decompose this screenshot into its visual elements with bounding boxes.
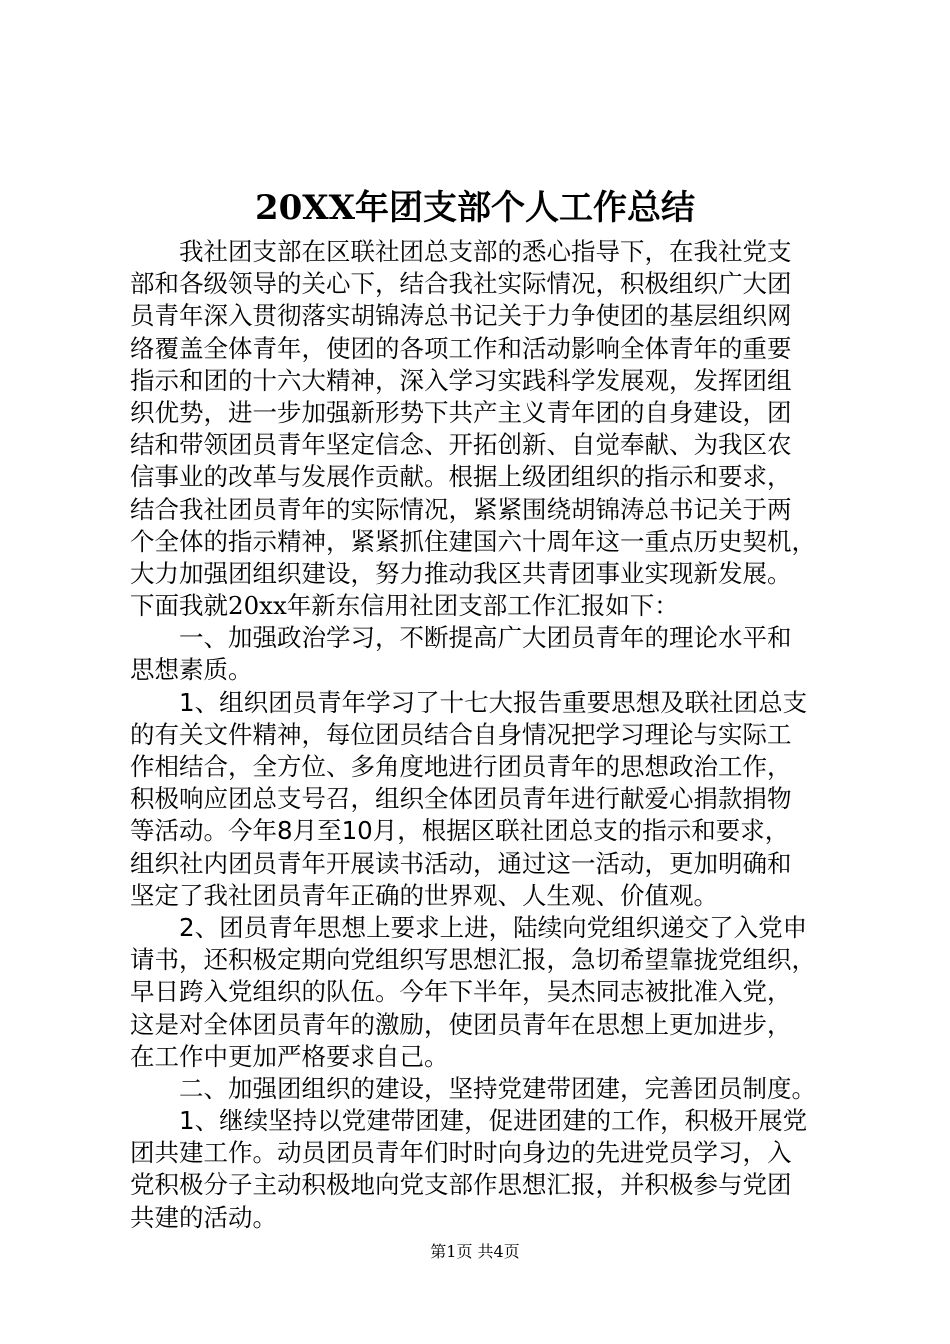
text-line: 作相结合，全方位、多角度地进行团员青年的思想政治工作，	[130, 752, 792, 781]
section-heading: 一、加强政治学习，不断提高广大团员青年的理论水平和	[179, 623, 792, 653]
document-body	[130, 236, 836, 1234]
text-line: 等活动。今年8月至10月，根据区联社团总支的指示和要求，	[130, 816, 790, 846]
document-title: 20XX年团支部个人工作总结	[254, 188, 696, 228]
text-line: 下面我就20xx年新东信用社团支部工作汇报如下：	[130, 591, 679, 621]
text-line: 络覆盖全体青年，使团的各项工作和活动影响全体青年的重要	[130, 333, 792, 363]
text-line: 团共建工作。动员团员青年们时时向身边的先进党员学习，入	[130, 1138, 792, 1168]
text-line: 指示和团的十六大精神，深入学习实践科学发展观，发挥团组	[130, 365, 792, 395]
text-line: 1、组织团员青年学习了十七大报告重要思想及联社团总支	[179, 687, 808, 717]
text-line: 结合我社团员青年的实际情况，紧紧围绕胡锦涛总书记关于两	[130, 494, 792, 524]
text-line: 1、继续坚持以党建带团建，促进团建的工作，积极开展党	[179, 1106, 808, 1136]
text-line: 大力加强团组织建设，努力推动我区共青团事业实现新发展。	[130, 558, 792, 588]
text-line: 个全体的指示精神，紧紧抓住建国六十周年这一重点历史契机，	[130, 526, 816, 556]
text-line: 积极响应团总支号召，组织全体团员青年进行献爱心捐款捐物	[130, 784, 792, 814]
text-line: 坚定了我社团员青年正确的世界观、人生观、价值观。	[130, 880, 718, 910]
text-line: 的有关文件精神，每位团员结合自身情况把学习理论与实际工	[130, 719, 792, 749]
text-line: 这是对全体团员青年的激励，使团员青年在思想上更加进步，	[130, 1009, 792, 1039]
text-line: 2、团员青年思想上要求上进，陆续向党组织递交了入党申	[179, 912, 808, 942]
page-number-footer: 第1页 共4页	[430, 1242, 520, 1261]
section-heading: 二、加强团组织的建设，坚持党建带团建，完善团员制度。	[179, 1073, 816, 1103]
text-line: 在工作中更加严格要求自己。	[130, 1041, 449, 1071]
text-line: 信事业的改革与发展作贡献。根据上级团组织的指示和要求，	[130, 462, 792, 492]
text-line: 结和带领团员青年坚定信念、开拓创新、自觉奉献、为我区农	[130, 430, 792, 460]
text-line: 共建的活动。	[130, 1202, 277, 1232]
text-line: 员青年深入贯彻落实胡锦涛总书记关于力争使团的基层组织网	[130, 301, 792, 331]
text-line: 部和各级领导的关心下，结合我社实际情况，积极组织广大团	[130, 269, 792, 299]
text-line: 请书，还积极定期向党组织写思想汇报，急切希望靠拢党组织，	[130, 945, 816, 975]
text-line: 党积极分子主动积极地向党支部作思想汇报，并积极参与党团	[130, 1170, 792, 1200]
text-line: 我社团支部在区联社团总支部的悉心指导下，在我社党支	[179, 237, 792, 266]
text-line: 早日跨入党组织的队伍。今年下半年，吴杰同志被批准入党，	[130, 977, 792, 1007]
text-line: 织优势，进一步加强新形势下共产主义青年团的自身建设，团	[130, 397, 792, 427]
text-line: 组织社内团员青年开展读书活动，通过这一活动，更加明确和	[130, 848, 792, 878]
section-heading: 思想素质。	[130, 655, 253, 685]
